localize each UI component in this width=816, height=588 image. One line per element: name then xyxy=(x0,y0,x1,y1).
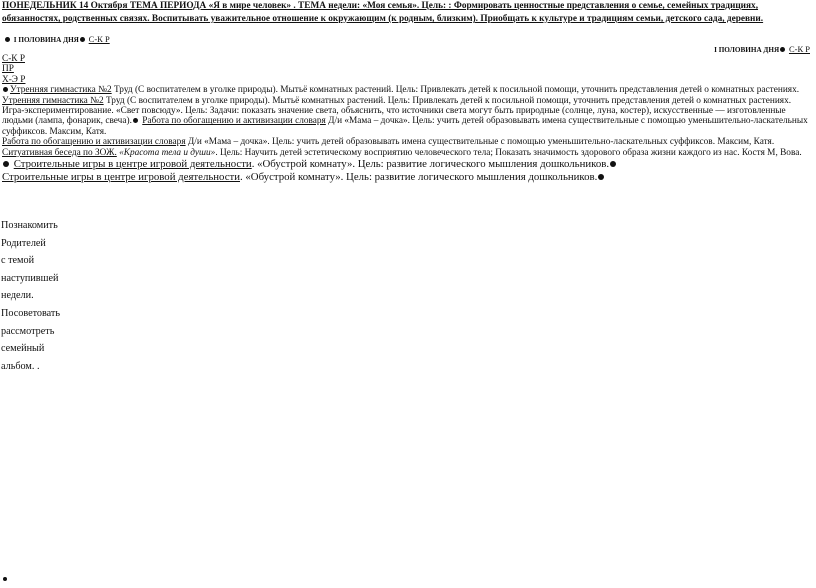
activity-text: . Цель: Научить детей эстетическому восприятию человеческого тела; Показать значимость здорового образа жизни каждого из нас. Костя М, Вова. xyxy=(215,147,802,158)
bullet-icon xyxy=(610,161,616,167)
activity-text: Д/и «Мама – дочка». Цель: учить детей образовывать имена существительные с помощью уменьшительно-ласкательных суффиксов. Максим, Катя. xyxy=(185,137,775,148)
note-line: Родителей xyxy=(1,237,46,249)
activity-item xyxy=(2,171,810,184)
bullet-icon xyxy=(780,47,785,52)
code-line[interactable]: Х-Э Р xyxy=(2,74,26,85)
activity-link[interactable]: Ситуативная беседа по ЗОЖ. xyxy=(2,147,117,158)
activity-list xyxy=(2,54,810,184)
note-line: Познакомить xyxy=(1,220,58,231)
note-line: рассмотреть xyxy=(1,325,55,337)
code-line[interactable]: С-К Р xyxy=(2,54,25,64)
note-line: с темой xyxy=(1,255,35,267)
activity-text: Труд (С воспитателем в уголке природы). Мытьё комнатных растений. Цель: Привлекать детей к посильной помощи, уточнить представления детей о комнатных растениях. xyxy=(111,85,800,96)
activity-item xyxy=(2,137,810,147)
note-line: семейный xyxy=(1,343,45,355)
bullet-icon xyxy=(598,174,604,180)
activity-text: Д/и «Мама – дочка». Цель: учить детей образовывать имена существительные с помощью уменьшительно-ласкательных суффиксов. Максим, Катя. xyxy=(2,116,808,137)
activity-link[interactable]: Утренняя гимнастика №2 xyxy=(10,85,112,96)
half-day-label: I ПОЛОВИНА ДНЯ xyxy=(13,36,79,44)
activity-item xyxy=(2,85,810,95)
activity-text: Игра-экспериментирование. «Свет повсюду». Цель: Задачи: показать значение света, объяснить, что источники света могут быть природные (солнце, луна, костер), искусственные — изготовленные людьми (лампа, фонарик, свеча). xyxy=(2,106,786,127)
half-day-link[interactable]: С-К Р xyxy=(88,34,110,44)
bullet-icon xyxy=(5,37,10,42)
half-day-link[interactable]: С-К Р xyxy=(788,44,810,54)
note-line: недели. xyxy=(1,290,34,302)
activity-text: . «Обустрой комнату». Цель: развитие логического мышления дошкольников. xyxy=(251,158,610,171)
bullet-icon xyxy=(80,37,85,42)
bullet-icon xyxy=(3,87,8,92)
activity-item xyxy=(2,106,810,137)
activity-item xyxy=(2,96,810,106)
activity-link[interactable]: Утренняя гимнастика №2 xyxy=(2,95,104,106)
code-line[interactable]: ПР xyxy=(2,64,14,75)
header-paragraph: ПОНЕДЕЛЬНИК 14 Октября ТЕМА ПЕРИОДА «Я в мире человек» . ТЕМА недели: «Моя семья». Цель: : Формировать ценностные представления о семье, семейных традициях, обязанностях, родственных связях. Воспитывать уважительное отношение к окружающим (к родным, близким). Приобщать к культуре и традициям семьи, детского сада, деревни. xyxy=(2,1,764,24)
half-day-left xyxy=(4,34,110,45)
half-day-label: I ПОЛОВИНА ДНЯ xyxy=(714,46,780,54)
bullet-icon xyxy=(3,161,9,167)
note-line: наступившей xyxy=(1,272,59,284)
activity-text: . «Обустрой комнату». Цель: развитие логического мышления дошкольников. xyxy=(240,171,598,184)
activity-link[interactable]: Строительные игры в центре игровой деятельности xyxy=(2,171,240,184)
bullet-icon xyxy=(133,118,138,123)
activity-link[interactable]: Работа по обогащению и активизации словаря xyxy=(2,137,186,148)
activity-italic: «Красота тела и души» xyxy=(119,147,216,158)
activity-link[interactable]: Строительные игры в центре игровой деятельности xyxy=(13,158,252,171)
bullet-icon xyxy=(3,577,7,581)
note-line: Посоветовать xyxy=(1,307,61,319)
note-line: альбом. . xyxy=(1,360,40,372)
activity-item xyxy=(2,148,810,171)
activity-link[interactable]: Работа по обогащению и активизации словаря xyxy=(142,116,326,127)
parents-note xyxy=(1,217,111,375)
activity-text: Труд (С воспитателем в уголке природы). Мытьё комнатных растений. Цель: Привлекать детей к посильной помощи, уточнить представления детей о комнатных растениях. xyxy=(103,95,792,106)
